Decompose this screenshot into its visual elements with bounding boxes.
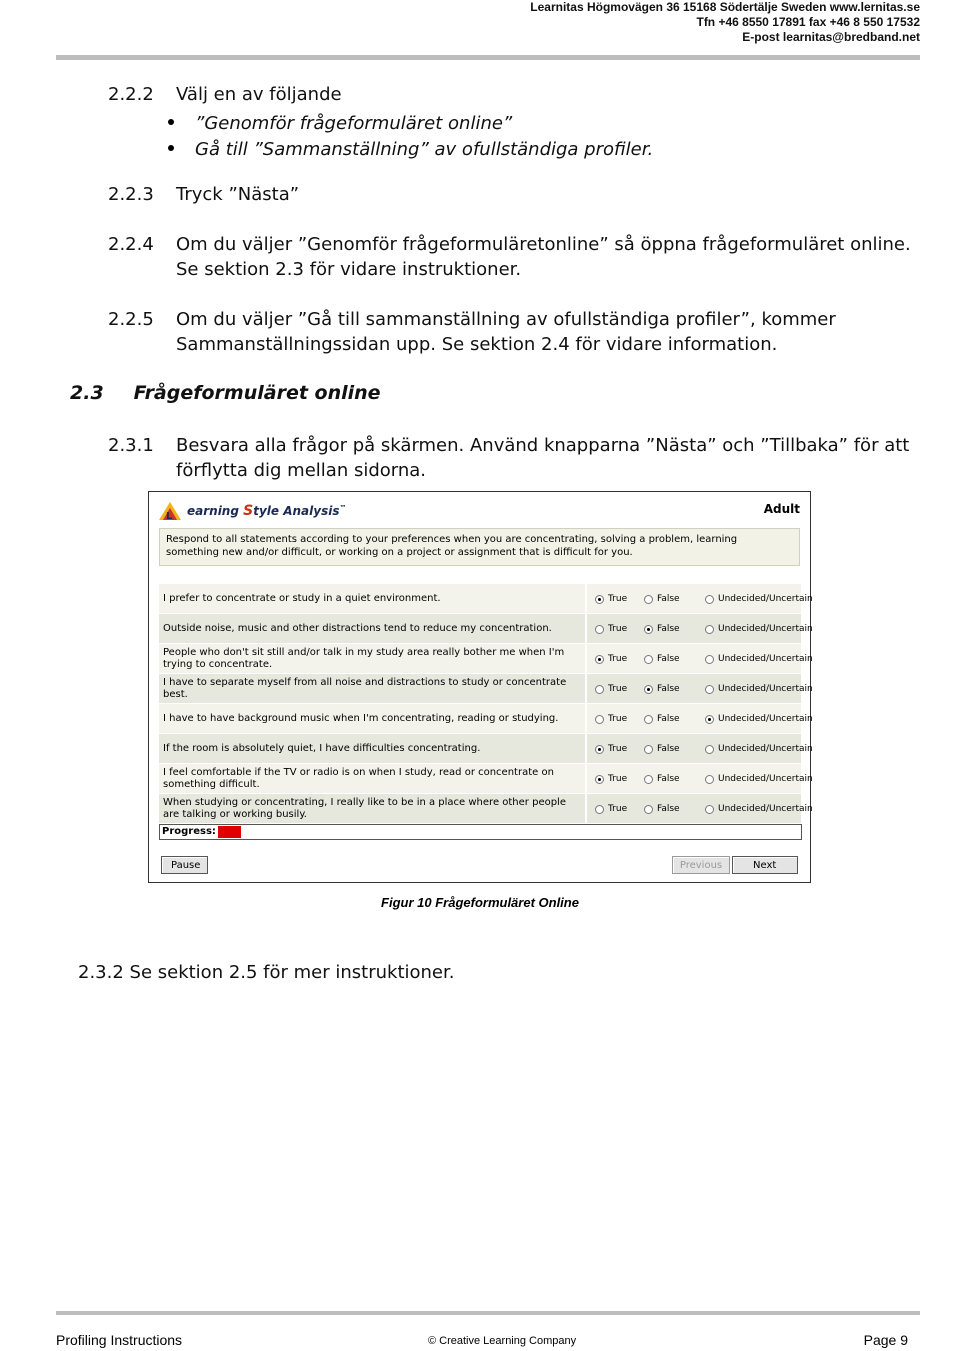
- answer-label: Undecided/Uncertain: [718, 594, 813, 604]
- question-row: [159, 584, 813, 614]
- radio-button[interactable]: [644, 655, 653, 664]
- radio-button[interactable]: [705, 625, 714, 634]
- answer-label: False: [657, 654, 680, 664]
- bullet-text: ”Genomför frågeformuläret online”: [195, 113, 513, 134]
- question-text: People who don't sit still and/or talk in my study area really bother me when I'm trying to concentrate.: [163, 646, 565, 670]
- instructions-box: Respond to all statements according to your preferences when you are concentrating, solving a problem, learning something new and/or difficult, or working on a project or assignment that is difficult for you.: [159, 528, 800, 566]
- section-heading: [70, 382, 381, 404]
- radio-button[interactable]: [705, 715, 714, 724]
- column-divider: [585, 584, 587, 613]
- bullet-item: [168, 113, 512, 134]
- section-2-2-5-number: 2.2.5: [108, 309, 154, 330]
- answer-label: False: [657, 684, 680, 694]
- progress-fill: [218, 826, 241, 838]
- answer-option[interactable]: [705, 683, 813, 695]
- next-button[interactable]: Next: [732, 856, 798, 874]
- answer-label: Undecided/Uncertain: [718, 624, 813, 634]
- section-2-2-2-number: 2.2.2: [108, 84, 154, 105]
- answer-label: Undecided/Uncertain: [718, 804, 813, 814]
- section-2-2-4-line2: Se sektion 2.3 för vidare instruktioner.: [176, 259, 522, 280]
- section-2-3-2: 2.3.2 Se sektion 2.5 för mer instruktioner.: [78, 962, 455, 983]
- answer-option[interactable]: [595, 623, 627, 635]
- answer-option[interactable]: [595, 593, 627, 605]
- radio-button[interactable]: [644, 595, 653, 604]
- answer-label: False: [657, 594, 680, 604]
- radio-button[interactable]: [705, 655, 714, 664]
- radio-button[interactable]: [705, 595, 714, 604]
- answer-label: Undecided/Uncertain: [718, 774, 813, 784]
- column-divider: [585, 734, 587, 763]
- section-2-2-5-line2: Sammanställningssidan upp. Se sektion 2.4 för vidare information.: [176, 334, 778, 355]
- lsa-logo: [157, 500, 346, 522]
- column-divider: [585, 674, 587, 703]
- answer-option[interactable]: [644, 653, 680, 665]
- section-2-2-3-text: Tryck ”Nästa”: [176, 184, 300, 205]
- progress-bar: [159, 824, 802, 840]
- radio-button[interactable]: [595, 685, 604, 694]
- logo-text-b: S: [243, 503, 254, 519]
- answer-option[interactable]: [644, 623, 680, 635]
- radio-button[interactable]: [705, 685, 714, 694]
- answer-label: True: [608, 804, 628, 814]
- lsa-logo-text: [187, 503, 346, 519]
- section-2-3-1-line1: Besvara alla frågor på skärmen. Använd knapparna ”Nästa” och ”Tillbaka” för att: [176, 435, 910, 456]
- answer-label: False: [657, 744, 680, 754]
- section-2-2-5-line1: Om du väljer ”Gå till sammanställning av ofullständiga profiler”, kommer: [176, 309, 836, 330]
- pause-button[interactable]: Pause: [161, 856, 208, 874]
- level-label: Adult: [763, 502, 800, 516]
- radio-button[interactable]: [595, 625, 604, 634]
- answer-option[interactable]: [644, 803, 680, 815]
- answer-option[interactable]: [705, 743, 813, 755]
- answer-label: True: [608, 684, 628, 694]
- radio-button[interactable]: [644, 805, 653, 814]
- answer-option[interactable]: [644, 713, 680, 725]
- answer-option[interactable]: [705, 713, 813, 725]
- question-text: When studying or concentrating, I really like to be in a place where other people are talking or working busily.: [163, 796, 566, 820]
- answer-option[interactable]: [705, 593, 813, 605]
- section-heading-number: 2.3: [70, 382, 104, 404]
- svg-text:L: L: [166, 511, 173, 522]
- section-2-3-1-line2: förflytta dig mellan sidorna.: [176, 460, 427, 481]
- column-divider: [585, 794, 587, 823]
- answer-option[interactable]: [705, 803, 813, 815]
- section-heading-title: Frågeformuläret online: [133, 382, 381, 404]
- answer-label: False: [657, 774, 680, 784]
- questionnaire-screenshot: [148, 491, 811, 883]
- question-text: I feel comfortable if the TV or radio is on when I study, read or concentrate on something difficult.: [163, 766, 554, 790]
- answer-label: Undecided/Uncertain: [718, 654, 813, 664]
- answer-label: False: [657, 624, 680, 634]
- question-row: [159, 674, 813, 704]
- section-2-2-4-number: 2.2.4: [108, 234, 154, 255]
- answer-option[interactable]: [705, 623, 813, 635]
- column-divider: [585, 614, 587, 643]
- answer-option[interactable]: [705, 773, 813, 785]
- radio-button[interactable]: [595, 715, 604, 724]
- answer-option[interactable]: [644, 593, 680, 605]
- bullet-icon: [168, 145, 174, 151]
- section-2-2-2-text: Välj en av följande: [176, 84, 342, 105]
- letterhead: [530, 0, 920, 45]
- logo-text-c: tyle Analysis: [253, 504, 340, 518]
- question-text: I have to separate myself from all noise and distractions to study or concentrate best.: [163, 676, 567, 700]
- radio-button[interactable]: [644, 685, 653, 694]
- radio-button[interactable]: [595, 595, 604, 604]
- question-row: [159, 644, 813, 674]
- answer-option[interactable]: [595, 773, 627, 785]
- column-divider: [585, 764, 587, 793]
- question-text: I prefer to concentrate or study in a quiet environment.: [163, 592, 441, 604]
- question-text: If the room is absolutely quiet, I have difficulties concentrating.: [163, 742, 481, 754]
- answer-label: True: [608, 654, 628, 664]
- letterhead-phone: Tfn +46 8550 17891 fax +46 8 550 17532: [696, 15, 920, 29]
- answer-label: Undecided/Uncertain: [718, 684, 813, 694]
- answer-option[interactable]: [644, 683, 680, 695]
- answer-option[interactable]: [705, 653, 813, 665]
- answer-label: Undecided/Uncertain: [718, 744, 813, 754]
- footer-copyright: © Creative Learning Company: [428, 1335, 577, 1347]
- bullet-item: [168, 139, 653, 160]
- previous-button[interactable]: Previous: [672, 856, 730, 874]
- lsa-logo-icon: [157, 500, 183, 522]
- answer-label: False: [657, 714, 680, 724]
- logo-text-a: earning: [187, 504, 244, 518]
- answer-option[interactable]: [644, 743, 680, 755]
- question-row: [159, 794, 813, 824]
- radio-button[interactable]: [644, 715, 653, 724]
- question-row: [159, 704, 813, 734]
- letterhead-email: E-post learnitas@bredband.net: [742, 30, 920, 44]
- section-2-2-4-line1: Om du väljer ”Genomför frågeformuläretonline” så öppna frågeformuläret online.: [176, 234, 911, 255]
- answer-label: True: [608, 774, 628, 784]
- radio-button[interactable]: [705, 775, 714, 784]
- radio-button[interactable]: [644, 625, 653, 634]
- answer-label: False: [657, 804, 680, 814]
- radio-button[interactable]: [595, 745, 604, 754]
- page-number: Page 9: [863, 1332, 908, 1348]
- question-table: [159, 584, 813, 824]
- bullet-text: Gå till ”Sammanställning” av ofullständiga profiler.: [195, 139, 654, 160]
- answer-option[interactable]: [595, 743, 627, 755]
- radio-button[interactable]: [595, 655, 604, 664]
- radio-button[interactable]: [705, 805, 714, 814]
- progress-label: Progress:: [162, 826, 216, 837]
- answer-option[interactable]: [595, 713, 627, 725]
- trademark: ™: [339, 504, 347, 512]
- footer-rule: [56, 1311, 920, 1315]
- radio-button[interactable]: [705, 745, 714, 754]
- answer-option[interactable]: [644, 773, 680, 785]
- column-divider: [585, 704, 587, 733]
- bullet-icon: [168, 119, 174, 125]
- question-row: [159, 614, 813, 644]
- question-text: I have to have background music when I'm concentrating, reading or studying.: [163, 712, 559, 724]
- answer-label: Undecided/Uncertain: [718, 714, 813, 724]
- answer-option[interactable]: [595, 803, 627, 815]
- question-text: Outside noise, music and other distractions tend to reduce my concentration.: [163, 622, 552, 634]
- radio-button[interactable]: [644, 775, 653, 784]
- radio-button[interactable]: [595, 805, 604, 814]
- section-2-2-3-number: 2.2.3: [108, 184, 154, 205]
- answer-label: True: [608, 744, 628, 754]
- answer-label: True: [608, 714, 628, 724]
- column-divider: [585, 644, 587, 673]
- answer-label: True: [608, 594, 628, 604]
- section-2-3-1-number: 2.3.1: [108, 435, 154, 456]
- footer-title: Profiling Instructions: [56, 1332, 183, 1348]
- question-row: [159, 734, 813, 764]
- question-row: [159, 764, 813, 794]
- letterhead-address: Learnitas Högmovägen 36 15168 Södertälje Sweden www.lernitas.se: [530, 0, 920, 14]
- radio-button[interactable]: [595, 775, 604, 784]
- answer-option[interactable]: [595, 683, 627, 695]
- answer-option[interactable]: [595, 653, 627, 665]
- answer-label: True: [608, 624, 628, 634]
- figure-caption: Figur 10 Frågeformuläret Online: [381, 895, 579, 910]
- radio-button[interactable]: [644, 745, 653, 754]
- header-rule: [56, 55, 920, 60]
